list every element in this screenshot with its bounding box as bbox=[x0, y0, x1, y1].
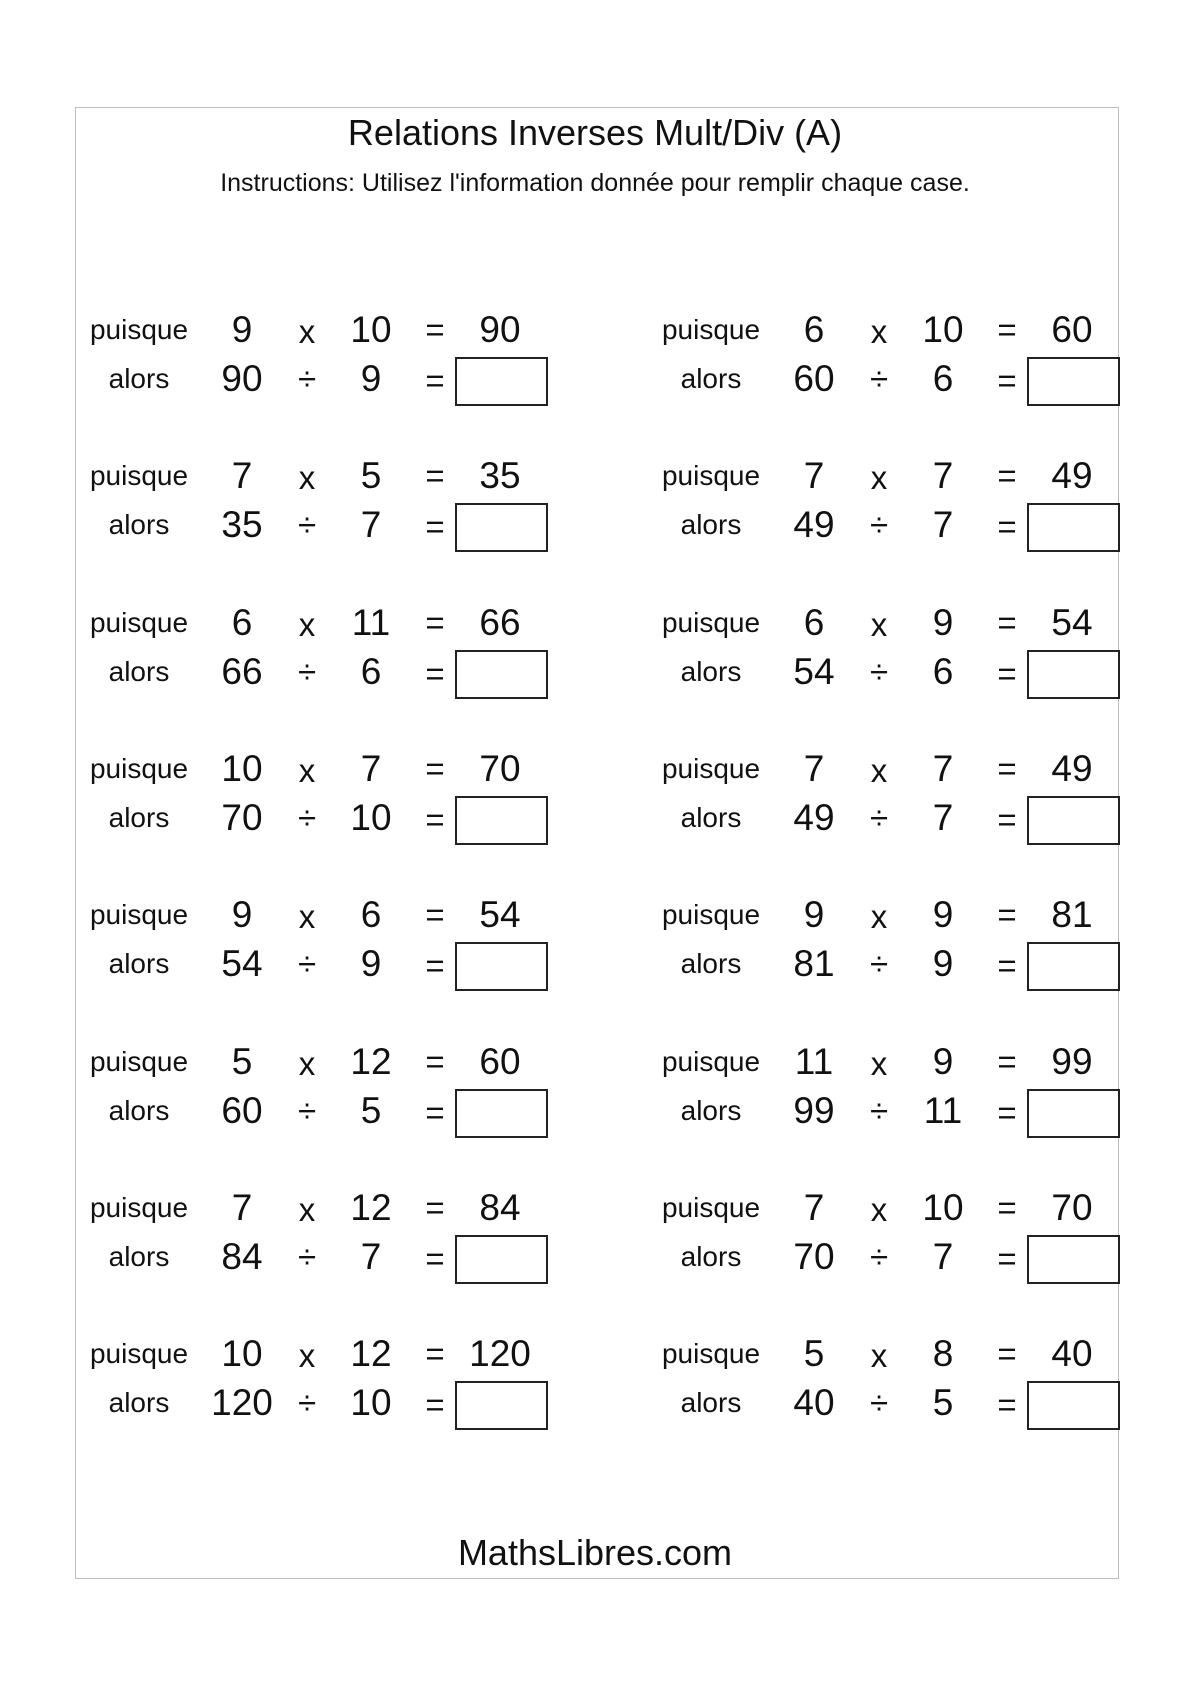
then-label: alors bbox=[680, 801, 742, 833]
divide-sign: ÷ bbox=[869, 360, 889, 397]
factor-b: 8 bbox=[932, 1333, 954, 1375]
then-label: alors bbox=[108, 801, 170, 833]
since-label: puisque bbox=[661, 1191, 761, 1223]
factor-b: 11 bbox=[351, 601, 391, 643]
answer-box[interactable] bbox=[455, 1089, 548, 1138]
product-value: 81 bbox=[1051, 894, 1093, 936]
times-sign: x bbox=[298, 1044, 316, 1082]
times-sign: x bbox=[870, 1190, 888, 1228]
dividend: 120 bbox=[211, 1382, 273, 1424]
instructions: Instructions: Utilisez l'information donnée pour remplir chaque case. bbox=[220, 169, 970, 197]
factor-a: 7 bbox=[803, 455, 825, 497]
then-label: alors bbox=[108, 1240, 170, 1272]
equals-sign: = bbox=[997, 1093, 1017, 1131]
then-label: alors bbox=[108, 1387, 170, 1419]
answer-box[interactable] bbox=[455, 942, 548, 991]
equals-sign: = bbox=[425, 1188, 445, 1226]
factor-a: 5 bbox=[231, 1040, 253, 1082]
problem-item bbox=[80, 746, 560, 856]
then-label: alors bbox=[680, 509, 742, 541]
answer-box[interactable] bbox=[1027, 503, 1120, 552]
since-label: puisque bbox=[89, 1045, 189, 1077]
divisor: 5 bbox=[360, 1089, 382, 1131]
factor-b: 12 bbox=[350, 1040, 392, 1082]
site-footer: MathsLibres.com bbox=[457, 1532, 733, 1573]
then-label: alors bbox=[108, 948, 170, 980]
times-sign: x bbox=[870, 313, 888, 350]
problem-item bbox=[80, 453, 560, 563]
factor-a: 9 bbox=[231, 309, 253, 350]
since-label: puisque bbox=[89, 1338, 189, 1370]
equals-sign: = bbox=[425, 947, 445, 985]
since-label: puisque bbox=[661, 460, 761, 492]
since-label: puisque bbox=[89, 1191, 189, 1223]
times-sign: x bbox=[298, 1190, 316, 1228]
divisor: 7 bbox=[932, 796, 954, 838]
answer-box[interactable] bbox=[455, 357, 548, 406]
divide-sign: ÷ bbox=[869, 1237, 889, 1275]
product-value: 70 bbox=[479, 747, 521, 789]
equals-sign: = bbox=[997, 947, 1017, 985]
factor-b: 9 bbox=[932, 601, 954, 643]
problem-item bbox=[80, 307, 560, 417]
equals-sign: = bbox=[425, 1239, 445, 1277]
factor-a: 10 bbox=[221, 747, 263, 789]
equals-sign: = bbox=[997, 311, 1017, 348]
times-sign: x bbox=[870, 1044, 888, 1082]
divisor: 6 bbox=[932, 358, 954, 399]
dividend: 90 bbox=[221, 358, 263, 399]
problem-item bbox=[652, 600, 1132, 710]
product-value: 90 bbox=[479, 309, 521, 350]
dividend: 84 bbox=[221, 1235, 263, 1277]
since-label: puisque bbox=[661, 1045, 761, 1077]
problem-item bbox=[652, 307, 1132, 417]
factor-b: 6 bbox=[360, 894, 382, 936]
factor-a: 6 bbox=[803, 309, 825, 350]
times-sign: x bbox=[870, 1337, 888, 1375]
divisor: 9 bbox=[360, 358, 382, 399]
dividend: 54 bbox=[221, 943, 263, 985]
since-label: puisque bbox=[661, 314, 761, 345]
dividend: 35 bbox=[221, 504, 263, 546]
equals-sign: = bbox=[425, 1042, 445, 1080]
equals-sign: = bbox=[425, 603, 445, 641]
equals-sign: = bbox=[425, 654, 445, 692]
page-title: Relations Inverses Mult/Div (A) bbox=[347, 112, 843, 153]
since-label: puisque bbox=[661, 899, 761, 931]
factor-b: 7 bbox=[932, 747, 954, 789]
times-sign: x bbox=[298, 459, 316, 497]
since-label: puisque bbox=[89, 314, 189, 345]
divisor: 11 bbox=[923, 1089, 963, 1131]
dividend: 49 bbox=[793, 504, 835, 546]
factor-a: 7 bbox=[231, 1186, 253, 1228]
equals-sign: = bbox=[997, 1188, 1017, 1226]
factor-b: 12 bbox=[350, 1186, 392, 1228]
problem-item bbox=[652, 1331, 1132, 1441]
answer-box[interactable] bbox=[1027, 1381, 1120, 1430]
equals-sign: = bbox=[997, 1335, 1017, 1373]
equals-sign: = bbox=[997, 603, 1017, 641]
divide-sign: ÷ bbox=[297, 506, 317, 544]
equals-sign: = bbox=[997, 896, 1017, 934]
product-value: 49 bbox=[1051, 747, 1093, 789]
dividend: 49 bbox=[793, 796, 835, 838]
divisor: 7 bbox=[360, 1235, 382, 1277]
problem-item bbox=[80, 1331, 560, 1441]
equals-sign: = bbox=[425, 1335, 445, 1373]
divide-sign: ÷ bbox=[297, 652, 317, 690]
dividend: 60 bbox=[793, 358, 835, 399]
equals-sign: = bbox=[997, 800, 1017, 838]
product-value: 54 bbox=[479, 894, 521, 936]
times-sign: x bbox=[298, 605, 316, 643]
dividend: 60 bbox=[221, 1089, 263, 1131]
divisor: 7 bbox=[932, 504, 954, 546]
equals-sign: = bbox=[997, 1042, 1017, 1080]
divide-sign: ÷ bbox=[297, 360, 317, 397]
divide-sign: ÷ bbox=[869, 652, 889, 690]
divide-sign: ÷ bbox=[297, 1237, 317, 1275]
factor-b: 10 bbox=[922, 309, 964, 350]
divisor: 10 bbox=[350, 796, 392, 838]
equals-sign: = bbox=[997, 1239, 1017, 1277]
answer-box[interactable] bbox=[455, 1235, 548, 1284]
factor-a: 7 bbox=[803, 747, 825, 789]
then-label: alors bbox=[108, 363, 170, 394]
times-sign: x bbox=[298, 313, 316, 350]
equals-sign: = bbox=[997, 654, 1017, 692]
answer-box[interactable] bbox=[1027, 650, 1120, 699]
factor-a: 11 bbox=[794, 1040, 834, 1082]
problem-item bbox=[652, 746, 1132, 856]
problem-item bbox=[80, 892, 560, 1002]
divisor: 7 bbox=[360, 504, 382, 546]
times-sign: x bbox=[870, 459, 888, 497]
factor-a: 7 bbox=[803, 1186, 825, 1228]
dividend: 66 bbox=[221, 650, 263, 692]
product-value: 60 bbox=[479, 1040, 521, 1082]
product-value: 70 bbox=[1051, 1186, 1093, 1228]
times-sign: x bbox=[870, 605, 888, 643]
equals-sign: = bbox=[425, 457, 445, 495]
product-value: 120 bbox=[469, 1333, 531, 1375]
problem-item bbox=[80, 1039, 560, 1149]
divisor: 7 bbox=[932, 1235, 954, 1277]
divisor: 5 bbox=[932, 1382, 954, 1424]
factor-b: 5 bbox=[360, 455, 382, 497]
divisor: 9 bbox=[360, 943, 382, 985]
dividend: 40 bbox=[793, 1382, 835, 1424]
factor-a: 6 bbox=[803, 601, 825, 643]
factor-a: 10 bbox=[221, 1333, 263, 1375]
since-label: puisque bbox=[89, 752, 189, 784]
equals-sign: = bbox=[425, 800, 445, 838]
then-label: alors bbox=[108, 1094, 170, 1126]
dividend: 70 bbox=[221, 796, 263, 838]
problem-item bbox=[80, 600, 560, 710]
product-value: 40 bbox=[1051, 1333, 1093, 1375]
factor-a: 7 bbox=[231, 455, 253, 497]
divide-sign: ÷ bbox=[869, 798, 889, 836]
then-label: alors bbox=[680, 1387, 742, 1419]
since-label: puisque bbox=[661, 606, 761, 638]
answer-box[interactable] bbox=[455, 1381, 548, 1430]
factor-b: 9 bbox=[932, 894, 954, 936]
since-label: puisque bbox=[661, 1338, 761, 1370]
equals-sign: = bbox=[425, 1386, 445, 1424]
since-label: puisque bbox=[661, 752, 761, 784]
then-label: alors bbox=[680, 1094, 742, 1126]
equals-sign: = bbox=[425, 1093, 445, 1131]
divisor: 9 bbox=[932, 943, 954, 985]
divisor: 6 bbox=[932, 650, 954, 692]
divisor: 10 bbox=[350, 1382, 392, 1424]
product-value: 54 bbox=[1051, 601, 1093, 643]
dividend: 81 bbox=[793, 943, 835, 985]
equals-sign: = bbox=[425, 311, 445, 348]
factor-b: 10 bbox=[350, 309, 392, 350]
equals-sign: = bbox=[997, 362, 1017, 399]
product-value: 66 bbox=[479, 601, 521, 643]
then-label: alors bbox=[680, 948, 742, 980]
problem-item bbox=[652, 1185, 1132, 1295]
product-value: 60 bbox=[1051, 309, 1093, 350]
divide-sign: ÷ bbox=[869, 1091, 889, 1129]
factor-b: 7 bbox=[932, 455, 954, 497]
since-label: puisque bbox=[89, 460, 189, 492]
product-value: 84 bbox=[479, 1186, 521, 1228]
factor-a: 5 bbox=[803, 1333, 825, 1375]
dividend: 54 bbox=[793, 650, 835, 692]
equals-sign: = bbox=[425, 362, 445, 399]
divide-sign: ÷ bbox=[869, 1384, 889, 1422]
divide-sign: ÷ bbox=[869, 506, 889, 544]
problem-item bbox=[80, 1185, 560, 1295]
then-label: alors bbox=[680, 363, 742, 394]
answer-box[interactable] bbox=[455, 650, 548, 699]
answer-box[interactable] bbox=[455, 796, 548, 845]
since-label: puisque bbox=[89, 899, 189, 931]
divide-sign: ÷ bbox=[297, 1384, 317, 1422]
equals-sign: = bbox=[425, 508, 445, 546]
equals-sign: = bbox=[997, 457, 1017, 495]
then-label: alors bbox=[108, 655, 170, 687]
since-label: puisque bbox=[89, 606, 189, 638]
factor-b: 12 bbox=[350, 1333, 392, 1375]
answer-box[interactable] bbox=[1027, 357, 1120, 406]
problem-item bbox=[652, 1039, 1132, 1149]
then-label: alors bbox=[108, 509, 170, 541]
times-sign: x bbox=[298, 1337, 316, 1375]
answer-box[interactable] bbox=[1027, 942, 1120, 991]
factor-b: 7 bbox=[360, 747, 382, 789]
times-sign: x bbox=[298, 751, 316, 789]
product-value: 35 bbox=[479, 455, 521, 497]
dividend: 99 bbox=[793, 1089, 835, 1131]
factor-a: 6 bbox=[231, 601, 253, 643]
dividend: 70 bbox=[793, 1235, 835, 1277]
equals-sign: = bbox=[425, 749, 445, 787]
answer-box[interactable] bbox=[1027, 1235, 1120, 1284]
divide-sign: ÷ bbox=[869, 945, 889, 983]
divide-sign: ÷ bbox=[297, 1091, 317, 1129]
factor-a: 9 bbox=[803, 894, 825, 936]
divide-sign: ÷ bbox=[297, 945, 317, 983]
problem-item bbox=[652, 892, 1132, 1002]
divide-sign: ÷ bbox=[297, 798, 317, 836]
problem-item bbox=[652, 453, 1132, 563]
factor-b: 10 bbox=[922, 1186, 964, 1228]
equals-sign: = bbox=[997, 1386, 1017, 1424]
times-sign: x bbox=[870, 751, 888, 789]
product-value: 99 bbox=[1051, 1040, 1093, 1082]
answer-box[interactable] bbox=[1027, 796, 1120, 845]
equals-sign: = bbox=[425, 896, 445, 934]
equals-sign: = bbox=[997, 749, 1017, 787]
product-value: 49 bbox=[1051, 455, 1093, 497]
times-sign: x bbox=[870, 898, 888, 936]
factor-a: 9 bbox=[231, 894, 253, 936]
equals-sign: = bbox=[997, 508, 1017, 546]
answer-box[interactable] bbox=[1027, 1089, 1120, 1138]
divisor: 6 bbox=[360, 650, 382, 692]
factor-b: 9 bbox=[932, 1040, 954, 1082]
answer-box[interactable] bbox=[455, 503, 548, 552]
then-label: alors bbox=[680, 1240, 742, 1272]
times-sign: x bbox=[298, 898, 316, 936]
then-label: alors bbox=[680, 655, 742, 687]
